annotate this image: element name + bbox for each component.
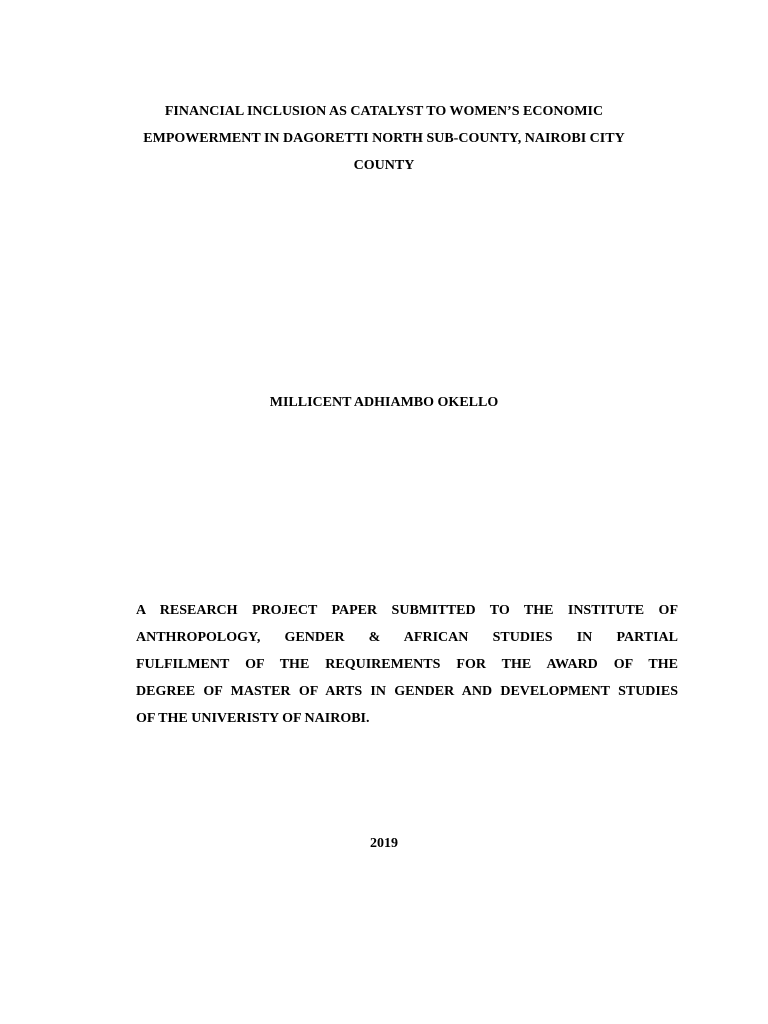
title-line: COUNTY: [353, 158, 415, 173]
title-line: FINANCIAL INCLUSION AS CATALYST TO WOMEN’S ECONOMIC: [164, 104, 604, 119]
author-name: MILLICENT ADHIAMBO OKELLO: [269, 395, 499, 410]
submission-year: 2019: [370, 836, 398, 851]
submission-statement: [136, 597, 678, 732]
statement-line: DEGREE OF MASTER OF ARTS IN GENDER AND DEVELOPMENT STUDIES: [136, 684, 678, 699]
statement-line: ANTHROPOLOGY, GENDER & AFRICAN STUDIES IN PARTIAL: [136, 630, 678, 645]
title-line: EMPOWERMENT IN DAGORETTI NORTH SUB-COUNTY, NAIROBI CITY: [143, 131, 625, 146]
statement-line: A RESEARCH PROJECT PAPER SUBMITTED TO THE INSTITUTE OF: [136, 603, 678, 618]
document-title: [120, 98, 648, 179]
statement-line: FULFILMENT OF THE REQUIREMENTS FOR THE AWARD OF THE: [136, 657, 678, 672]
statement-line: OF THE UNIVERISTY OF NAIROBI.: [136, 711, 370, 726]
